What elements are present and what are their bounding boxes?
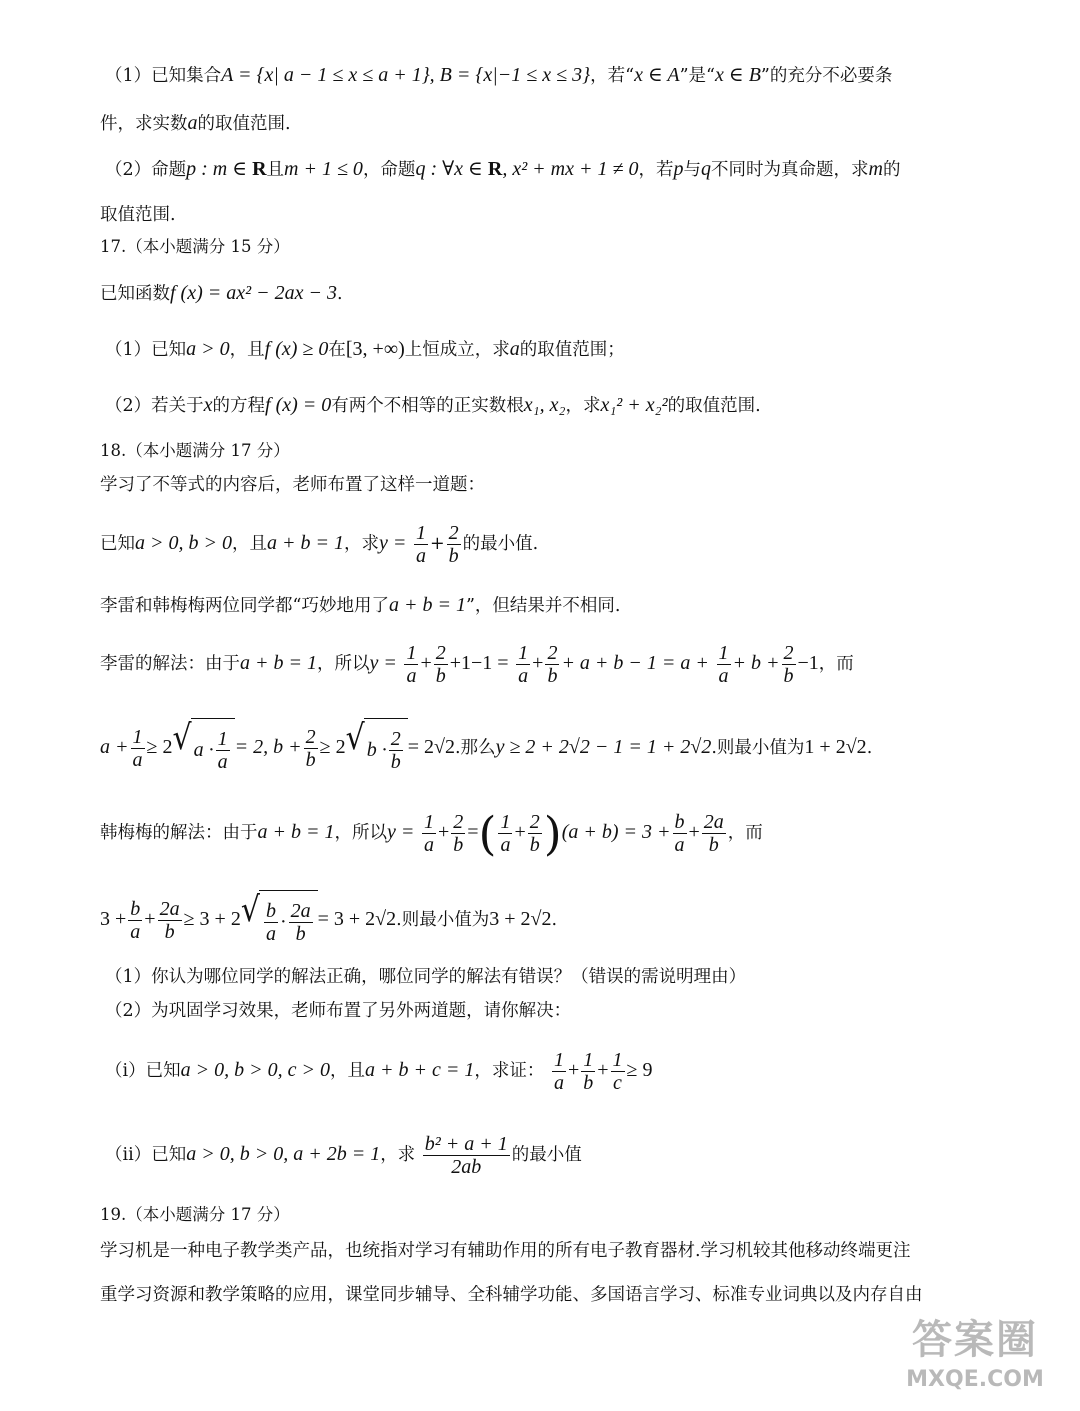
q16-part1-line1: （1）已知集合A = {x| a − 1 ≤ x ≤ a + 1}, B = {x|−1 ≤ x ≤ 3}，若“x ∈ A”是“x ∈ B”的充分不必要条	[105, 64, 893, 86]
sqrt: √ $\frac{b}{a}$ · $\frac{2a}{b}$	[241, 890, 318, 951]
fraction-2-over-b: $\frac{2}{b}$	[448, 522, 459, 567]
q17-header: 17.（本小题满分 15 分）	[100, 237, 290, 256]
q17-part2: （2）若关于x的方程f (x) = 0有两个不相等的正实数根x₁, x₂，求x₁² + x₂²的取值范围.	[105, 394, 761, 416]
fraction: $\frac{1}{c}$	[612, 1049, 623, 1094]
fraction: $\frac{1}{a}$	[217, 727, 228, 773]
q16-proposition-q: q : ∀x ∈	[415, 158, 488, 180]
q19-line1: 学习机是一种电子教学类产品，也统指对学习有辅助作用的所有电子教育器材.学习机较其他移动终端更注	[100, 1241, 911, 1261]
q18-sub1: （1）你认为哪位同学的解法正确，哪位同学的解法有错误？（错误的需说明理由）	[105, 967, 747, 987]
fraction: $\frac{1}{a}$	[553, 1049, 564, 1094]
q18-intro: 学习了不等式的内容后，老师布置了这样一道题：	[100, 475, 485, 495]
q18-both: 李雷和韩梅梅两位同学都“巧妙地用了a + b = 1”，但结果并不相同.	[100, 594, 621, 616]
q16-condition-a: x ∈ A	[634, 64, 680, 86]
sqrt: √ b · $\frac{2}{b}$	[346, 718, 408, 779]
fraction: $\frac{2}{b}$	[435, 642, 446, 687]
li-solution-line1: 李雷的解法：由于a + b = 1，所以y = $\frac{1}{a}$ + $\frac{2}{b}$ +1−1 = $\frac{1}{a}$ + $\frac{2}{b}$ + a + b − 1 = a + $\frac{1}{a}$ + b + $\frac{2}{b}$ −1，而	[100, 642, 854, 687]
han-min-value: 3 + 2√2	[489, 908, 552, 930]
sqrt: √ a · $\frac{1}{a}$	[172, 718, 234, 779]
fraction: $\frac{1}{b}$	[583, 1049, 594, 1094]
q16-part2-line1: （2）命题p : m ∈ R且m + 1 ≤ 0，命题q : ∀x ∈ R, x² + mx + 1 ≠ 0，若p与q不同时为真命题，求m的	[105, 158, 901, 180]
q17-function: f (x) = ax² − 2ax − 3	[170, 282, 337, 304]
q16-part2-label: （2）命题	[105, 160, 187, 180]
q17-stem: 已知函数f (x) = ax² − 2ax − 3.	[100, 282, 343, 304]
q18-item-i: （i）已知a > 0, b > 0, c > 0，且a + b + c = 1，求证： $\frac{1}{a}$ + $\frac{1}{b}$ + $\frac{1}{c}$ ≥ 9	[105, 1049, 653, 1094]
fraction: $\frac{1}{a}$	[406, 642, 417, 687]
q17-interval: [3, +∞)	[345, 338, 405, 360]
fraction: $\frac{2}{b}$	[453, 811, 464, 856]
fraction: $\frac{b}{a}$	[265, 899, 276, 945]
fraction: $\frac{1}{a}$	[518, 642, 529, 687]
fraction: $\frac{2}{b}$	[547, 642, 558, 687]
q19-header: 19.（本小题满分 17 分）	[100, 1205, 290, 1224]
fraction: $\frac{2a}{b}$	[703, 811, 724, 856]
q18-header: 18.（本小题满分 17 分）	[100, 441, 290, 460]
fraction-b2-a-1-over-2ab: $\frac{\text{b² + a + 1}}{2ab}$	[424, 1133, 508, 1178]
q18-given: 已知a > 0, b > 0，且a + b = 1，求y = $\frac{1}{a}$ + $\frac{2}{b}$ 的最小值.	[100, 522, 539, 567]
fraction: $\frac{1}{a}$	[132, 726, 143, 771]
li-solution-line2: a + $\frac{1}{a}$ ≥ 2 √ a · $\frac{1}{a}$ = 2, b + $\frac{2}{b}$ ≥ 2 √ b · $\frac{2}{b}$ = 2√2.那么y ≥ 2 + 2√2 − 1 = 1 + 2√2.则最小值为1 + 2√2.	[100, 718, 984, 779]
q17-part1: （1）已知a > 0，且f (x) ≥ 0在[3, +∞)上恒成立，求a的取值范围；	[105, 338, 625, 360]
q16-part1-label: （1）已知集合	[105, 66, 222, 86]
fraction-1-over-a: $\frac{1}{a}$	[415, 522, 426, 567]
q16-condition-b: x ∈ B	[715, 64, 761, 86]
q16-proposition-p: p : m ∈	[186, 158, 253, 180]
han-solution-line2: 3 + $\frac{b}{a}$ + $\frac{2a}{b}$ ≥ 3 + 2 √ $\frac{b}{a}$ · $\frac{2a}{b}$ = 3 + 2√2.则最小值为3 + 2√2.	[100, 890, 984, 951]
q16-sets: A = {x| a − 1 ≤ x ≤ a + 1}, B = {x|−1 ≤ x ≤ 3}	[221, 64, 591, 86]
q17-sum-squares: x₁² + x₂²	[600, 394, 668, 416]
fraction: $\frac{2a}{b}$	[159, 898, 180, 943]
han-solution-line1: 韩梅梅的解法：由于a + b = 1，所以y = $\frac{1}{a}$ + $\frac{2}{b}$ =( $\frac{1}{a}$ + $\frac{2}{b}$ )(a + b) = 3 + $\frac{b}{a}$ + $\frac{2a}{b}$ ，而	[100, 806, 763, 861]
fraction: $\frac{2}{b}$	[390, 727, 401, 773]
fraction: $\frac{b}{a}$	[674, 811, 685, 856]
fraction: $\frac{2a}{b}$	[290, 899, 311, 945]
fraction: $\frac{2}{b}$	[783, 642, 794, 687]
fraction: $\frac{1}{a}$	[423, 811, 434, 856]
q16-part1-line2: 件，求实数a的取值范围.	[100, 112, 291, 134]
li-min-value: 1 + 2√2	[804, 736, 867, 758]
watermark-logo: 答案圈 MXQE.COM	[906, 1317, 1044, 1392]
fraction: $\frac{2}{b}$	[305, 726, 316, 771]
fraction: $\frac{1}{a}$	[500, 811, 511, 856]
fraction: $\frac{2}{b}$	[529, 811, 540, 856]
q19-line2: 重学习资源和教学策略的应用，课堂同步辅导、全科辅学功能、多国语言学习、标准专业词典以及内存自由	[100, 1285, 923, 1305]
q18-sub2: （2）为巩固学习效果，老师布置了另外两道题，请你解决：	[105, 1001, 572, 1021]
q18-item-ii: （ii）已知a > 0, b > 0, a + 2b = 1，求 $\frac{\text{b² + a + 1}}{2ab}$ 的最小值	[105, 1133, 582, 1178]
q16-part2-line2: 取值范围.	[100, 205, 176, 225]
fraction: $\frac{b}{a}$	[130, 898, 141, 943]
fraction: $\frac{1}{a}$	[718, 642, 729, 687]
